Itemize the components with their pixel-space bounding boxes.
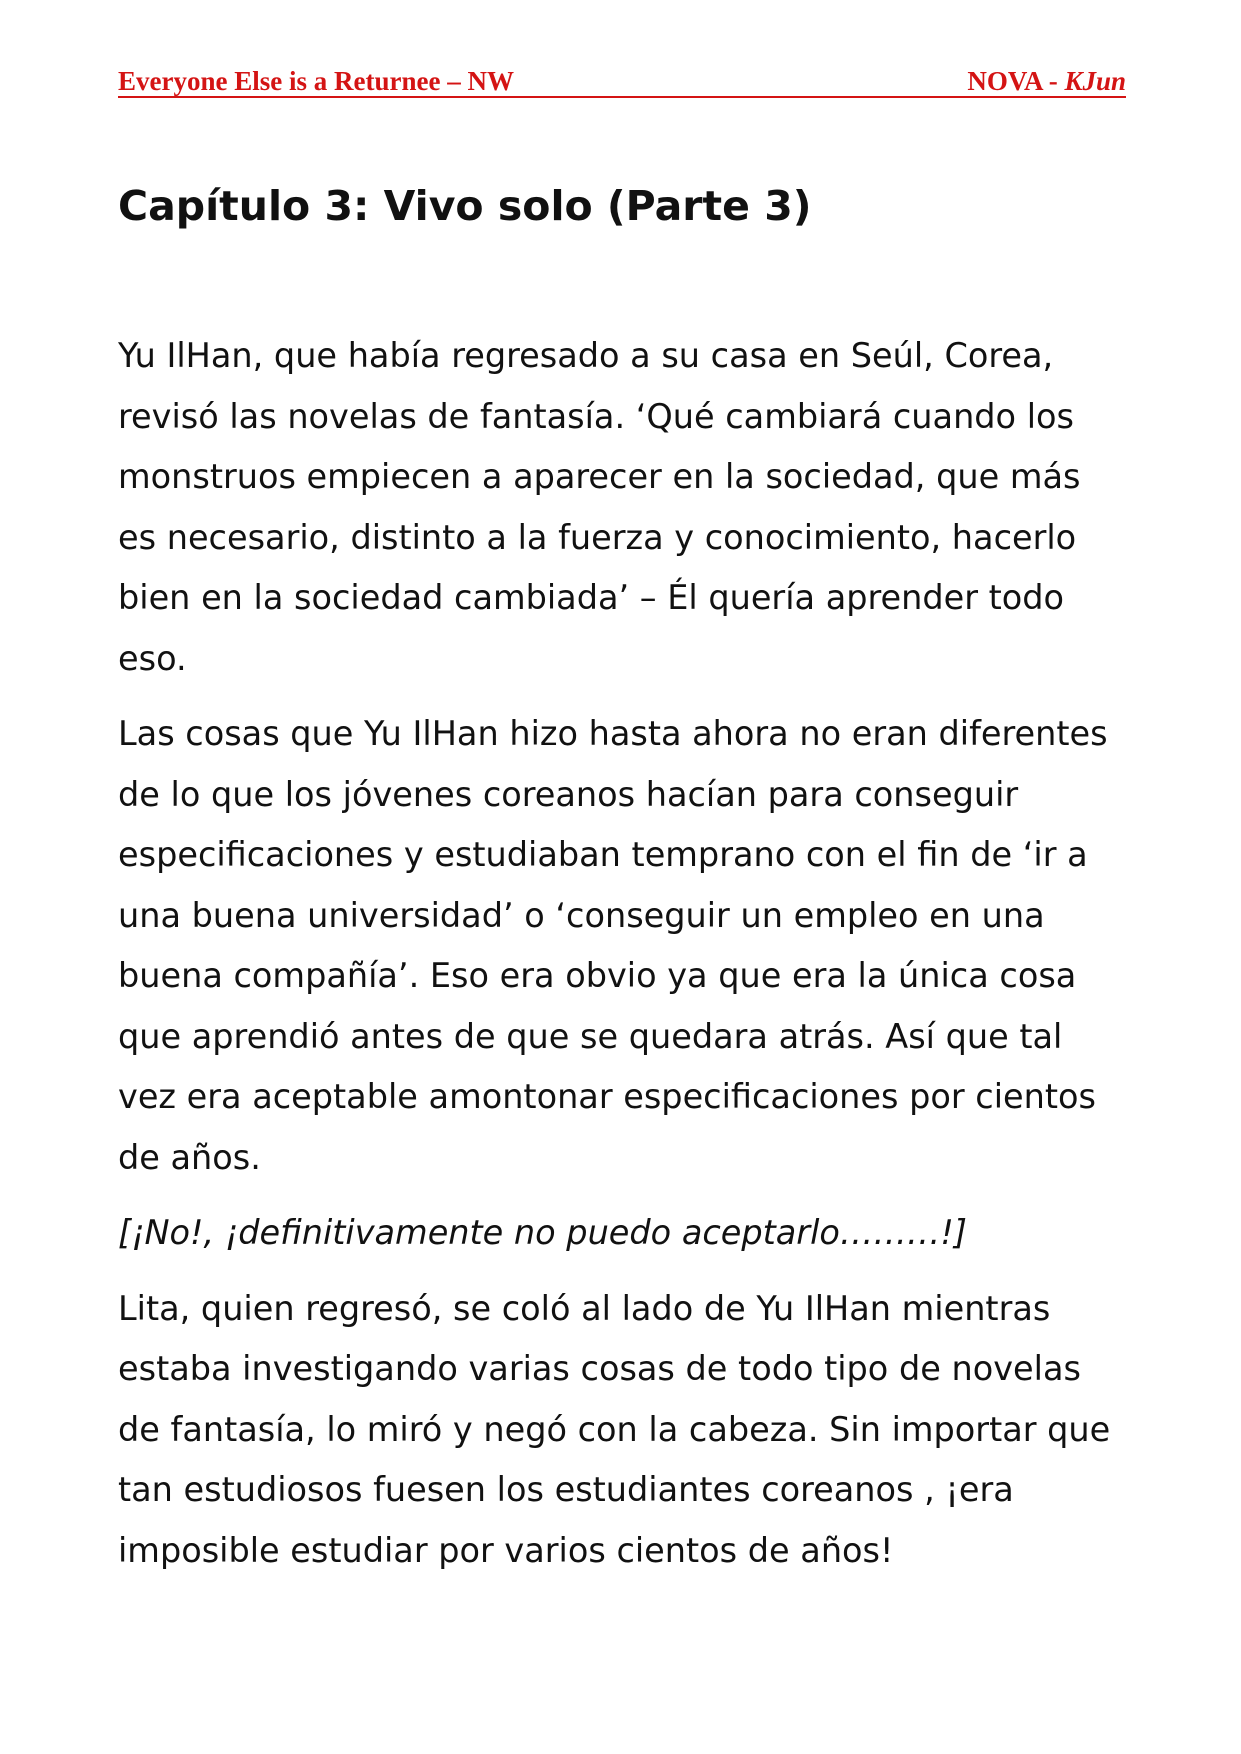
header-credits	[967, 66, 1126, 96]
paragraph: Lita, quien regresó, se coló al lado de Yu IlHan mientras estaba investigando varias cosas de todo tipo de novelas de fantasía, lo miró y negó con la cabeza. Sin importar que tan estudiosos fuesen los estudiantes coreanos , ¡era imposible estudiar por varios cientos de años!	[118, 1288, 1111, 1570]
header-group: NOVA -	[967, 66, 1065, 96]
running-header	[118, 62, 1126, 98]
chapter-title: Capítulo 3: Vivo solo (Parte 3)	[118, 182, 812, 230]
paragraph: Yu IlHan, que había regresado a su casa en Seúl, Corea, revisó las novelas de fantasía. ‘Qué cambiará cuando los monstruos empiecen a aparecer en la sociedad, que más es necesario, distinto a la fuerza y conocimiento, hacerlo bien en la sociedad cambiada’ – Él quería aprender todo eso.	[118, 336, 1081, 678]
header-book-title: Everyone Else is a Returnee – NW	[118, 66, 514, 96]
chapter-body	[118, 326, 1128, 1596]
dialog-line: [¡No!, ¡definitivamente no puedo aceptarlo………!]	[118, 1213, 967, 1252]
paragraph: Las cosas que Yu IlHan hizo hasta ahora no eran diferentes de lo que los jóvenes coreanos hacían para conseguir especificaciones y estudiaban temprano con el fin de ‘ir a una buena universidad’ o ‘conseguir un empleo en una buena compañía’. Eso era obvio ya que era la única cosa que aprendió antes de que se quedara atrás. Así que tal vez era aceptable amontonar especificaciones por cientos de años.	[118, 714, 1108, 1177]
header-author: KJun	[1064, 66, 1126, 96]
